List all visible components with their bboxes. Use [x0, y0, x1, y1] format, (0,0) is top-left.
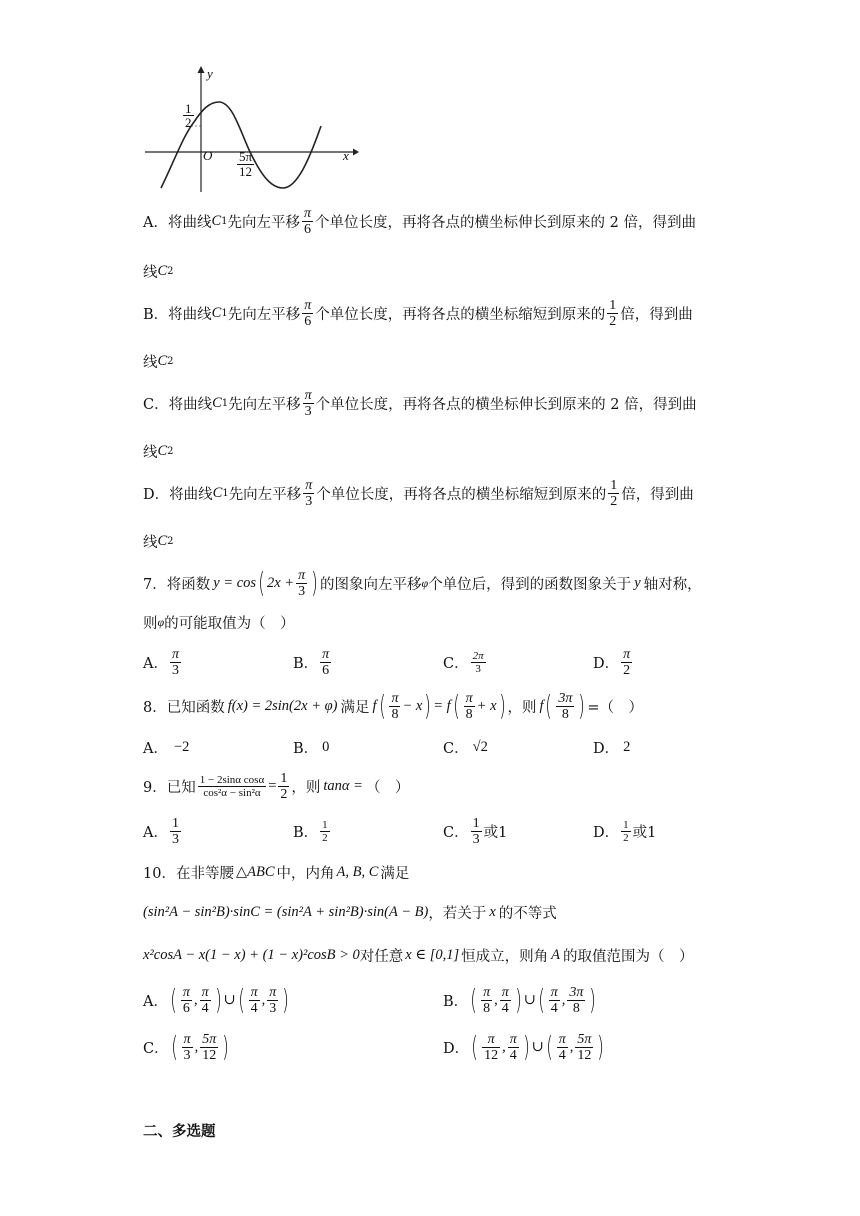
q10-stem-line1: 10．在非等腰 △ABC 中，内角 A, B, C 满足 [143, 863, 410, 882]
y-tick-half: $\frac{1}{2}$ [185, 101, 192, 130]
q8-option-a[interactable]: A． −2 [143, 738, 190, 757]
q7-stem-line2: 则 φ 的可能取值为（ ） [143, 614, 295, 632]
q10-option-d[interactable]: D． ( $\frac{\pi}{12}$ , $\frac{\pi}{4}$ ) ∪ ( $\frac{\pi}{4}$ , $\frac{5\pi}{12}$ ) [443, 1030, 605, 1063]
q8-stem: 8．已知函数 f(x) = 2sin(2x + φ) 满足 f ( $\frac{\pi}{8}$ − x ) = f ( $\frac{\pi}{8}$ + x ) ，则 f ( $\frac{3\pi}{8}$ ) =（ ） [143, 689, 644, 722]
sine-graph [143, 64, 359, 198]
q10-stem-line3: x²cosA − x(1 − x) + (1 − x)²cosB > 0 对任意 x ∈ [0,1] 恒成立，则角 A 的取值范围为（ ） [143, 946, 694, 965]
q8-option-c[interactable]: C． √2 [443, 738, 488, 757]
q6-option-a-line2: 线 C 2 [143, 262, 174, 281]
q9-option-a[interactable]: A． $\frac{1}{3}$ [143, 815, 179, 847]
section-title [143, 1120, 216, 1141]
q10-option-b[interactable]: B． ( $\frac{\pi}{8}$ , $\frac{\pi}{4}$ ) ∪ ( $\frac{\pi}{4}$ , $\frac{3\pi}{8}$ ) [443, 983, 597, 1016]
q6-option-d[interactable]: D． 将曲线 C 1 先向左平移 $\frac{\pi}{3}$ 个单位长度，再将各点的横坐标缩短到原来的 $\frac{1}{2}$ 倍，得到曲 [143, 477, 694, 509]
q7-option-d[interactable]: D． $\frac{\pi}{2}$ [593, 646, 631, 678]
q9-option-d[interactable]: D． $\frac{1}{2}$ 或1 [593, 818, 657, 844]
q6-option-b[interactable]: B． 将曲线 C 1 先向左平移 $\frac{\pi}{6}$ 个单位长度，再将各点的横坐标缩短到原来的 $\frac{1}{2}$ 倍，得到曲 [143, 297, 693, 329]
q6-option-d-line2: 线 C 2 [143, 532, 174, 551]
x-tick-5pi-12: $\frac{5\pi}{12}$ [239, 149, 253, 179]
y-axis-label: y [207, 66, 213, 81]
q10-stem-line2: (sin²A − sin²B)·sinC = (sin²A + sin²B)·sin(A − B) ，若关于 x 的不等式 [143, 903, 557, 922]
q10-option-a[interactable]: A． ( $\frac{\pi}{6}$ , $\frac{\pi}{4}$ ) ∪ ( $\frac{\pi}{4}$ , $\frac{\pi}{3}$ ) [143, 983, 290, 1016]
q8-option-d[interactable]: D． 2 [593, 738, 631, 757]
x-axis-label: x [343, 148, 349, 163]
q6-option-b-line2: 线 C 2 [143, 352, 174, 371]
q7-stem: 7．将函数 y = cos ( 2x + $\frac{\pi}{3}$ ) 的图象向左平移 φ 个单位后，得到的函数图象关于 y 轴对称， [143, 566, 702, 599]
q9-option-c[interactable]: C． $\frac{1}{3}$ 或1 [443, 815, 508, 847]
q6-option-a[interactable]: A． 将曲线 C 1 先向左平移 $\frac{\pi}{6}$ 个单位长度，再将各点的横坐标伸长到原来的 2 倍，得到曲 [143, 205, 696, 237]
q10-option-c[interactable]: C． ( $\frac{\pi}{3}$ , $\frac{5\pi}{12}$ ) [143, 1030, 229, 1063]
q9-option-b[interactable]: B． $\frac{1}{2}$ [293, 818, 328, 844]
origin-label: O [203, 148, 213, 163]
q7-option-b[interactable]: B． $\frac{\pi}{6}$ [293, 646, 330, 678]
q9-stem: 9．已知 $\frac{\text{1 − 2sinα cosα}}{\text{cos²α − sin²α}}$ = $\frac{1}{2}$ ，则 tanα = （ ） [143, 770, 410, 802]
q7-option-a[interactable]: A． $\frac{\pi}{3}$ [143, 646, 179, 678]
x-axis-arrow [353, 149, 359, 156]
q6-option-c-line2: 线 C 2 [143, 442, 174, 461]
q6-option-c[interactable]: C． 将曲线 C 1 先向左平移 $\frac{\pi}{3}$ 个单位长度，再将各点的横坐标伸长到原来的 2 倍，得到曲 [143, 387, 697, 419]
q7-option-c[interactable]: C． $\frac{2\pi}{3}$ [443, 649, 484, 675]
y-axis-arrow [198, 66, 205, 73]
section-title-text: 二、多选题 [143, 1123, 216, 1140]
q8-option-b[interactable]: B． 0 [293, 738, 330, 757]
